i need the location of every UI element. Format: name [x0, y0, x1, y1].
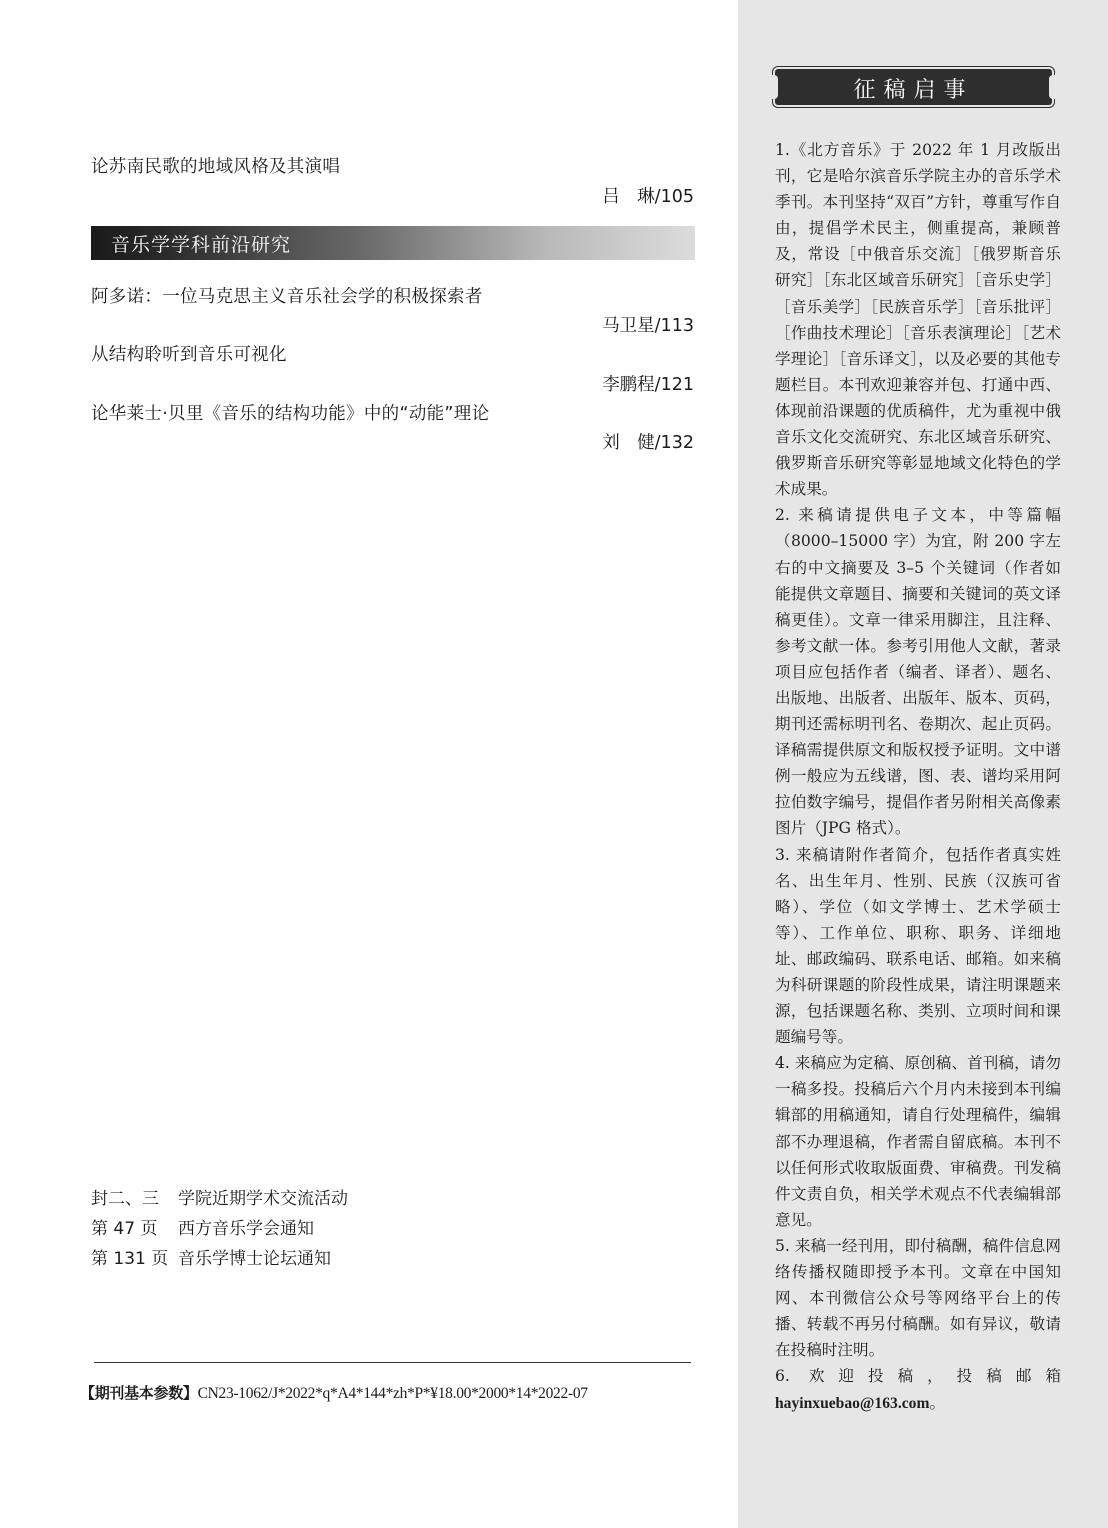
notice-item — [91, 1244, 348, 1274]
article-title: 论苏南民歌的地域风格及其演唱 — [91, 157, 341, 177]
article-author-page: 李鹏程/121 — [602, 375, 694, 395]
cfp-paragraph-last — [775, 1363, 1061, 1416]
cfp-paragraph: 4. 来稿应为定稿、原创稿、首刊稿，请勿一稿多投。投稿后六个月内未接到本刊编辑部的用稿通知，请自行处理稿件，编辑部不办理退稿，作者需自留底稿。本刊不以任何形式收取版面费、审稿费。刊发稿件文责自负，相关学术观点不代表编辑部意见。 — [775, 1054, 1061, 1229]
cfp-paragraph: 5. 来稿一经刊用，即付稿酬，稿件信息网络传播权随即授予本刊。文章在中国知网、本刊微信公众号等网络平台上的传播、转载不再另付稿酬。如有异议，敬请在投稿时注明。 — [775, 1236, 1061, 1360]
article-author-page: 马卫星/113 — [602, 316, 694, 336]
cfp-paragraph: 1.《北方音乐》于 2022 年 1 月改版出刊，它是哈尔滨音乐学院主办的音乐学术季刊。本刊坚持“双百”方针，尊重写作自由，提倡学术民主，侧重提高，兼顾普及，常设［中俄音乐交流］［俄罗斯音乐研究］［东北区域音乐研究］［音乐史学］［音乐美学］［民族音乐学］［音乐批评］［作曲技术理论］［音乐表演理论］［艺术学理论］［音乐译文］，以及必要的其他专题栏目。本刊欢迎兼容并包、打通中西、体现前沿课题的优质稿件，尤为重视中俄音乐文化交流研究、东北区域音乐研究、俄罗斯音乐研究等彰显地域文化特色的学术成果。 — [775, 141, 1061, 499]
section-title: 音乐学学科前沿研究 — [111, 234, 292, 256]
params-label: 【期刊基本参数】 — [80, 1384, 198, 1402]
article-title: 论华莱士·贝里《音乐的结构功能》中的“动能”理论 — [91, 404, 490, 424]
notice-text: 音乐学博士论坛通知 — [178, 1249, 331, 1269]
notice-location: 第 131 页 — [91, 1249, 169, 1269]
section-header — [91, 226, 695, 260]
article-title: 从结构聆听到音乐可视化 — [91, 345, 287, 365]
divider — [94, 1362, 691, 1363]
cfp-last-prefix: 6. 欢迎投稿，投稿邮箱 — [775, 1367, 1061, 1386]
notice-location: 封二、三 — [91, 1189, 159, 1209]
cfp-paragraph: 3. 来稿请附作者简介，包括作者真实姓名、出生年月、性别、民族（汉族可省略）、学位（如文学博士、艺术学硕士等）、工作单位、职称、职务、详细地址、邮政编码、联系电话、邮箱。如来稿为科研课题的阶段性成果，请注明课题来源，包括课题名称、类别、立项时间和课题编号等。 — [775, 845, 1061, 1047]
article-title: 阿多诺：一位马克思主义音乐社会学的积极探索者 — [91, 287, 483, 307]
notice-item — [91, 1184, 348, 1214]
call-for-papers-banner — [775, 69, 1052, 105]
call-for-papers-title: 征稿启事 — [853, 78, 974, 103]
notices-list — [91, 1184, 348, 1274]
article-author-page: 吕 琳/105 — [602, 187, 694, 207]
submission-email: hayinxuebao@163.com — [775, 1394, 930, 1412]
article-author-page: 刘 健/132 — [602, 433, 694, 453]
notice-location: 第 47 页 — [91, 1219, 158, 1239]
cfp-last-suffix: 。 — [929, 1393, 946, 1412]
notice-item — [91, 1214, 348, 1244]
params-value: CN23-1062/J*2022*q*A4*144*zh*P*¥18.00*2000*14*2022-07 — [197, 1385, 588, 1402]
notice-text: 学院近期学术交流活动 — [178, 1189, 348, 1209]
cfp-paragraph: 2. 来稿请提供电子文本，中等篇幅（8000–15000 字）为宜，附 200 字左右的中文摘要及 3–5 个关键词（作者如能提供文章题目、摘要和关键词的英文译稿更佳）。文章一律采用脚注，且注释、参考文献一体。参考引用他人文献，著录项目应包括作者（编者、译者）、题名、出版地、出版者、出版年、版本、页码，期刊还需标明刊名、卷期次、起止页码。译稿需提供原文和版权授予证明。文中谱例一般应为五线谱，图、表、谱均采用阿拉伯数字编号，提倡作者另附相关高像素图片（JPG 格式）。 — [775, 506, 1061, 838]
journal-parameters — [80, 1382, 588, 1403]
notice-text: 西方音乐学会通知 — [178, 1219, 314, 1239]
call-for-papers-body — [775, 137, 1061, 1417]
